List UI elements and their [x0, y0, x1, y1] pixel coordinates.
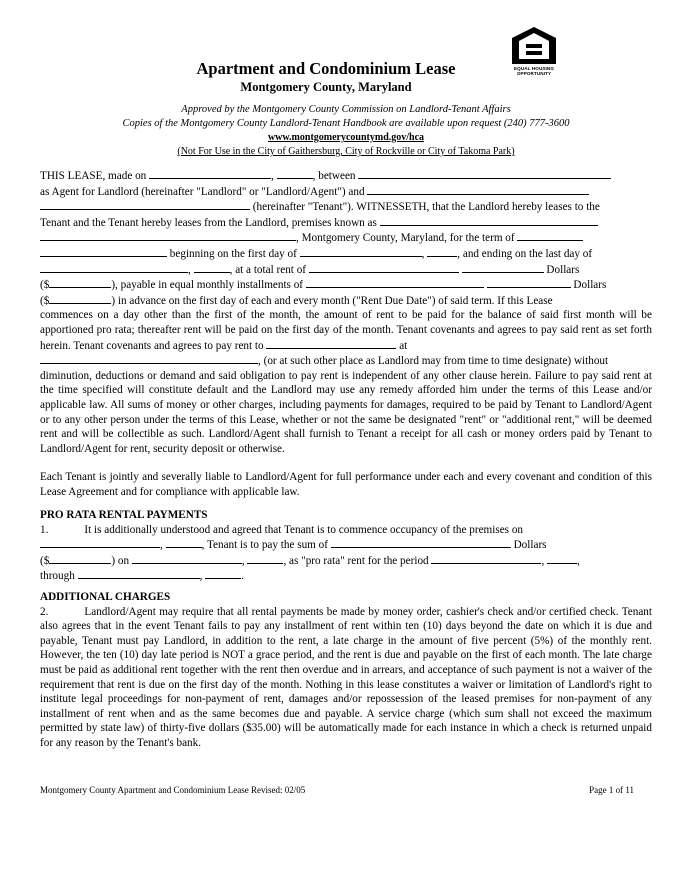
pro-rata-due-date-field[interactable]	[132, 553, 242, 564]
not-for-use-notice: (Not For Use in the City of Gaithersburg, City of Rockville or City of Takoma Park)	[177, 146, 515, 157]
copies-line: Copies of the Montgomery County Landlord-Tenant Handbook are available upon request (240) 777-3600	[122, 118, 570, 129]
monthly-rent-words-field-2[interactable]	[487, 277, 571, 288]
lease-line-5: , Montgomery County, Maryland, for the term of	[40, 230, 652, 246]
document-title: Apartment and Condominium Lease	[196, 59, 456, 78]
monthly-rent-words-field[interactable]	[306, 277, 484, 288]
tenant-name-field-1[interactable]	[367, 184, 589, 195]
occupancy-year-field[interactable]	[166, 537, 202, 548]
monthly-rent-amount-field[interactable]	[49, 293, 111, 304]
lease-line-3: (hereinafter "Tenant"). WITNESSETH, that the Landlord hereby leases to the	[40, 199, 652, 215]
pro-rata-amount-field[interactable]	[49, 553, 111, 564]
pro-rata-period-start-year-field[interactable]	[547, 553, 577, 564]
pro-rata-line-1: 1. It is additionally understood and agreed that Tenant is to commence occupancy of the premises on	[40, 523, 524, 536]
total-rent-words-field[interactable]	[309, 262, 459, 273]
links-block	[0, 131, 692, 159]
lease-preamble	[40, 168, 652, 499]
end-month-field[interactable]	[40, 262, 188, 273]
pro-rata-section	[40, 508, 652, 584]
pro-rata-heading: PRO RATA RENTAL PAYMENTS	[40, 509, 208, 521]
occupancy-date-field[interactable]	[40, 537, 160, 548]
additional-charges-section	[40, 590, 652, 751]
pro-rata-sum-words-field[interactable]	[331, 537, 511, 548]
pro-rata-line-3: ($ ) on , , as "pro rata" rent for the period , ,	[40, 554, 580, 567]
term-field[interactable]	[517, 230, 583, 241]
lease-line-2: as Agent for Landlord (hereinafter "Landlord" or "Landlord/Agent") and	[40, 184, 652, 200]
approval-line: Approved by the Montgomery County Commission on Landlord-Tenant Affairs	[181, 104, 511, 115]
term-field-2[interactable]	[40, 246, 167, 257]
pro-rata-line-4: through , .	[40, 570, 244, 583]
lease-line-7: , , at a total rent of Dollars	[40, 262, 652, 278]
lease-line-10: , (or at such other place as Landlord may from time to time designate) without	[40, 353, 652, 369]
begin-month-field[interactable]	[300, 246, 422, 257]
page-number: Page 1 of 11	[589, 785, 634, 795]
lease-line-4: Tenant and the Tenant hereby leases from the Landlord, premises known as	[40, 215, 652, 231]
footer-revision: Montgomery County Apartment and Condominium Lease Revised: 02/05	[40, 785, 306, 795]
lease-date-field[interactable]	[149, 168, 271, 179]
agent-name-field[interactable]	[358, 168, 611, 179]
additional-charges-paragraph: 2. Landlord/Agent may require that all rental payments be made by money order, cashier's check and/or certified check. Tenant also agrees that in the event Tenant fails to pay any installment of rent within ten (10) days beyond the date on which it is due and payable, Tenant must pay Landlord, in addition to the rent, a late charge in the amount of five percent (5%) of the monthly rent. However, the ten (10) day late period is NOT a grace period, and the rent is due and payable on the first of each month. The late charge must be paid as additional rent together with the rent then overdue and in arrears, and acceptance of such payment is not a waiver of the requirement that rent is due on the first day of the month. Nothing in this lease constitutes a waiver or limitation of Landlord's right to institute legal proceedings for non-payment of rent, damages and/or repossession of the leased premises for non-payment of any installment of rent when and as the same becomes due and payable. A service charge (which sum shall not exceed the maximum permitted by state law) of thirty-five dollars ($35.00) will be automatically made for each instance in which a check is returned unpaid for any reason by the Tenant's bank.	[40, 605, 652, 749]
lease-line-6: beginning on the first day of , , and ending on the last day of	[40, 246, 652, 262]
lease-line-1: THIS LEASE, made on , , between	[40, 168, 652, 184]
additional-charges-heading: ADDITIONAL CHARGES	[40, 591, 171, 603]
premises-field-1[interactable]	[380, 215, 598, 226]
begin-year-field[interactable]	[427, 246, 457, 257]
lease-line-8: ($ ), payable in equal monthly installments of Dollars	[40, 279, 607, 292]
joint-liability-paragraph: Each Tenant is jointly and severally liable to Landlord/Agent for full performance under each and every covenant and condition of this Lease Agreement and for compliance with applicable law.	[40, 471, 652, 498]
total-rent-amount-field[interactable]	[49, 277, 111, 288]
website-link[interactable]: www.montgomerycountymd.gov/hca	[267, 132, 425, 143]
total-rent-words-field-2[interactable]	[462, 262, 544, 273]
page-footer	[40, 785, 634, 795]
lease-paragraph-2: diminution, deductions or demand and said obligation to pay rent is independent of any other clause herein. Failure to pay said rent at the time specified will constitute default and the Landlord may use any remedy afforded him under the terms of this Lease and/or applicable law. All sums of money or other charges, including payments for damages, required to be paid by Tenant to Landlord/Agent or to any other person under the terms of this Lease, whether or not the same be designated "rent" or "additional rent," will be deemed rent and will be collectible as such. Landlord/Agent shall furnish to Tenant a receipt for all cash or money orders paid by Tenant to Landlord/Agent for rent, security deposit or otherwise.	[40, 369, 652, 455]
approval-block	[0, 103, 692, 131]
pro-rata-line-2: , , Tenant is to pay the sum of Dollars	[40, 537, 652, 553]
lease-line-9: ($ ) in advance on the first day of each and every month ("Rent Due Date") of said term. If this Lease	[40, 294, 553, 307]
logo-text-2: OPPORTUNITY	[516, 71, 552, 76]
pay-rent-to-field[interactable]	[266, 338, 396, 349]
end-year-field[interactable]	[194, 262, 230, 273]
pro-rata-period-end-field[interactable]	[78, 568, 200, 579]
logo-text-1: EQUAL HOUSING	[513, 66, 554, 71]
premises-field-2[interactable]	[40, 230, 296, 241]
pro-rata-period-end-year-field[interactable]	[205, 568, 241, 579]
lease-paragraph-1: commences on a day other than the first of the month, the amount of rent to be paid for the balance of said first month will be apportioned pro rata; thereafter rent will be paid on the first day of the month. Tenant covenants and agrees to pay said rent as set forth herein. Tenant covenants and agrees to pay rent to at	[40, 309, 652, 352]
lease-year-field[interactable]	[277, 168, 313, 179]
pro-rata-period-start-field[interactable]	[431, 553, 541, 564]
pro-rata-due-year-field[interactable]	[247, 553, 283, 564]
pay-rent-address-field[interactable]	[40, 353, 258, 364]
tenant-name-field-2[interactable]	[40, 199, 250, 210]
document-subtitle: Montgomery County, Maryland	[240, 80, 412, 94]
